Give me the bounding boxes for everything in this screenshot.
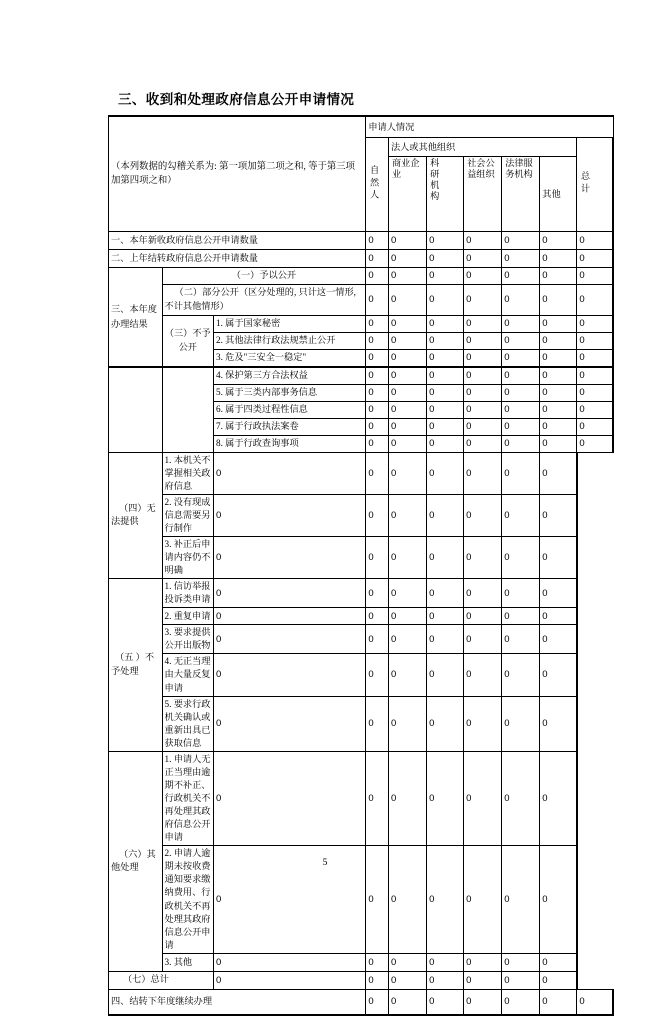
disclosure-request-table [108, 115, 614, 1016]
cell-value: 0 [388, 654, 426, 696]
cell-value: 0 [366, 315, 389, 332]
cell-value: 0 [427, 494, 464, 536]
cell-total: 0 [577, 332, 613, 349]
cell-value: 0 [388, 232, 426, 250]
cell-value: 0 [388, 494, 426, 536]
cell-total: 0 [540, 846, 577, 954]
cell-value: 0 [427, 846, 464, 954]
table-row [109, 315, 614, 332]
cell-value: 0 [366, 418, 389, 435]
cell-value: 0 [388, 989, 426, 1015]
cell-value: 0 [366, 250, 389, 268]
cell-value: 0 [464, 989, 502, 1015]
cell-total: 0 [540, 696, 577, 751]
row-label: 4. 保护第三方合法权益 [213, 367, 365, 385]
cell-value: 0 [427, 696, 464, 751]
cell-value: 0 [464, 452, 502, 494]
table-header-row-1 [109, 116, 614, 138]
row-label: 1. 申请人无正当理由逾期不补正、行政机关不再处理其政府信息公开申请 [162, 751, 213, 845]
cell-value: 0 [464, 315, 502, 332]
row-label: 3. 要求提供公开出版物 [162, 625, 213, 654]
cell-value: 0 [502, 953, 540, 971]
header-total: 总计 [577, 138, 613, 232]
header-natural-person: 自然人 [366, 138, 389, 232]
cell-value: 0 [388, 608, 426, 625]
cell-total: 0 [540, 579, 577, 608]
cell-value: 0 [366, 232, 389, 250]
cell-value: 0 [366, 654, 389, 696]
row-label: （七）总计 [109, 971, 214, 989]
cell-value: 0 [427, 625, 464, 654]
cell-value: 0 [427, 268, 464, 285]
row-label: 1. 本机关不掌握相关政府信息 [162, 452, 213, 494]
cell-value: 0 [502, 401, 540, 418]
table-row [109, 250, 614, 268]
cell-value: 0 [464, 953, 502, 971]
cell-value: 0 [540, 401, 577, 418]
cell-value: 0 [366, 608, 389, 625]
cell-value: 0 [213, 654, 365, 696]
cell-value: 0 [213, 953, 365, 971]
cell-value: 0 [502, 349, 540, 367]
cell-value: 0 [540, 349, 577, 367]
cell-total: 0 [540, 751, 577, 845]
row-label: （二）部分公开（区分处理的, 只计这一情形, 不计其他情形） [162, 285, 366, 316]
table-row [109, 452, 614, 494]
cell-total: 0 [577, 285, 613, 316]
cell-value: 0 [502, 696, 540, 751]
header-col-research: 科研机构 [427, 157, 464, 232]
cell-value: 0 [427, 654, 464, 696]
header-col-legal-service: 法律服务机构 [502, 157, 540, 232]
cell-value: 0 [502, 285, 540, 316]
cell-value: 0 [427, 285, 464, 316]
cell-value: 0 [464, 536, 502, 578]
cell-value: 0 [388, 536, 426, 578]
table-row [109, 751, 614, 845]
row-label: （一）予以公开 [162, 268, 366, 285]
cell-value: 0 [388, 579, 426, 608]
cell-total: 0 [540, 536, 577, 578]
cell-value: 0 [366, 349, 389, 367]
cell-value: 0 [427, 384, 464, 401]
cell-value: 0 [502, 608, 540, 625]
cell-value: 0 [464, 654, 502, 696]
table-row [109, 989, 614, 1015]
cell-value: 0 [427, 971, 464, 989]
cell-value: 0 [427, 349, 464, 367]
header-col-welfare: 社会公益组织 [464, 157, 502, 232]
group-label-not-disclosed-cont [162, 367, 213, 453]
cell-total: 0 [540, 625, 577, 654]
table-row [109, 971, 614, 989]
cell-value: 0 [502, 315, 540, 332]
cell-value: 0 [366, 751, 389, 845]
cell-value: 0 [540, 435, 577, 452]
cell-value: 0 [464, 250, 502, 268]
cell-value: 0 [388, 367, 426, 385]
cell-value: 0 [427, 579, 464, 608]
cell-value: 0 [427, 989, 464, 1015]
group-label-not-disclosed: （三）不予公开 [162, 315, 213, 367]
cell-value: 0 [388, 846, 426, 954]
cell-value: 0 [213, 608, 365, 625]
row-label: 8. 属于行政查询事项 [213, 435, 365, 452]
cell-value: 0 [464, 608, 502, 625]
cell-total: 0 [540, 494, 577, 536]
cell-value: 0 [540, 332, 577, 349]
cell-value: 0 [388, 435, 426, 452]
cell-value: 0 [213, 579, 365, 608]
cell-value: 0 [502, 250, 540, 268]
cell-value: 0 [213, 494, 365, 536]
group-label-annual-result: 三、本年度办理结果 [109, 268, 163, 367]
cell-value: 0 [213, 696, 365, 751]
cell-total: 0 [540, 608, 577, 625]
table-row [109, 232, 614, 250]
row-label: 2. 其他法律行政法规禁止公开 [213, 332, 365, 349]
cell-total: 0 [540, 654, 577, 696]
cell-total: 0 [577, 989, 613, 1015]
cell-value: 0 [540, 989, 577, 1015]
cell-value: 0 [213, 625, 365, 654]
cell-value: 0 [502, 625, 540, 654]
cell-value: 0 [427, 418, 464, 435]
cell-value: 0 [502, 971, 540, 989]
cell-value: 0 [388, 315, 426, 332]
header-col-commercial: 商业企业 [388, 157, 426, 232]
cell-value: 0 [502, 654, 540, 696]
row-label: 6. 属于四类过程性信息 [213, 401, 365, 418]
cell-value: 0 [366, 285, 389, 316]
cell-value: 0 [502, 536, 540, 578]
cell-value: 0 [502, 332, 540, 349]
cell-value: 0 [427, 536, 464, 578]
cell-value: 0 [502, 989, 540, 1015]
cell-value: 0 [427, 953, 464, 971]
cell-value: 0 [388, 625, 426, 654]
table-row [109, 268, 614, 285]
note-cell: （本列数据的勾稽关系为: 第一项加第二项之和, 等于第三项加第四项之和） [109, 116, 366, 232]
table-row [109, 494, 614, 536]
cell-value: 0 [464, 751, 502, 845]
cell-value: 0 [427, 367, 464, 385]
cell-value: 0 [502, 384, 540, 401]
row-label: 2. 申请人逾期未按收费通知要求缴纳费用、行政机关不再处理其政府信息公开申请 [162, 846, 213, 954]
cell-value: 0 [366, 846, 389, 954]
cell-value: 0 [213, 751, 365, 845]
cell-value: 0 [213, 536, 365, 578]
table-row [109, 654, 614, 696]
page-number: 5 [322, 858, 328, 868]
cell-value: 0 [464, 332, 502, 349]
cell-value: 0 [427, 452, 464, 494]
cell-value: 0 [388, 452, 426, 494]
cell-value: 0 [502, 494, 540, 536]
table-row [109, 536, 614, 578]
row-label: 1. 属于国家秘密 [213, 315, 365, 332]
group-label-no-processing: （五 ）不予处理 [109, 579, 163, 752]
cell-value: 0 [366, 452, 389, 494]
cell-value: 0 [502, 579, 540, 608]
cell-value: 0 [502, 418, 540, 435]
cell-value: 0 [366, 332, 389, 349]
cell-value: 0 [464, 367, 502, 385]
cell-value: 0 [540, 232, 577, 250]
cell-value: 0 [366, 953, 389, 971]
cell-value: 0 [427, 608, 464, 625]
table-row [109, 953, 614, 971]
cell-total: 0 [577, 268, 613, 285]
cell-value: 0 [502, 846, 540, 954]
cell-value: 0 [366, 384, 389, 401]
table-row [109, 608, 614, 625]
cell-value: 0 [540, 367, 577, 385]
table-row [109, 285, 614, 316]
group-label-other-processing: （六）其他处理 [109, 751, 163, 971]
cell-value: 0 [427, 250, 464, 268]
cell-value: 0 [464, 579, 502, 608]
cell-value: 0 [427, 232, 464, 250]
cell-value: 0 [464, 268, 502, 285]
cell-value: 0 [540, 285, 577, 316]
header-col-other: 其他 [540, 157, 577, 232]
group-label-cannot-provide: （四）无法提供 [109, 452, 163, 579]
table-row [109, 696, 614, 751]
cell-value: 0 [464, 696, 502, 751]
cell-value: 0 [388, 696, 426, 751]
row-label: 二、上年结转政府信息公开申请数量 [109, 250, 366, 268]
cell-total: 0 [577, 418, 613, 435]
cell-value: 0 [388, 250, 426, 268]
row-label: 四、结转下年度继续办理 [109, 989, 366, 1015]
cell-value: 0 [213, 971, 365, 989]
cell-total: 0 [577, 384, 613, 401]
cell-value: 0 [366, 494, 389, 536]
cell-value: 0 [427, 332, 464, 349]
cell-value: 0 [540, 418, 577, 435]
cell-value: 0 [388, 332, 426, 349]
cell-value: 0 [464, 846, 502, 954]
cell-value: 0 [502, 232, 540, 250]
cell-value: 0 [427, 315, 464, 332]
cell-value: 0 [464, 971, 502, 989]
cell-value: 0 [366, 367, 389, 385]
cell-total: 0 [577, 315, 613, 332]
row-label: 5. 属于三类内部事务信息 [213, 384, 365, 401]
cell-value: 0 [464, 232, 502, 250]
table-row [109, 367, 614, 385]
cell-value: 0 [427, 751, 464, 845]
row-label: 3. 其他 [162, 953, 213, 971]
cell-value: 0 [213, 846, 365, 954]
cell-value: 0 [388, 418, 426, 435]
table-row [109, 625, 614, 654]
cell-value: 0 [366, 625, 389, 654]
cell-value: 0 [366, 696, 389, 751]
group-label-spacer [109, 367, 163, 453]
cell-value: 0 [366, 971, 389, 989]
cell-value: 0 [540, 250, 577, 268]
cell-total: 0 [577, 401, 613, 418]
table-row [109, 579, 614, 608]
cell-value: 0 [388, 349, 426, 367]
cell-value: 0 [427, 401, 464, 418]
cell-value: 0 [388, 285, 426, 316]
cell-value: 0 [388, 401, 426, 418]
row-label: 7. 属于行政执法案卷 [213, 418, 365, 435]
row-label: 2. 没有现成信息需要另行制作 [162, 494, 213, 536]
row-label: 3. 危及"三安全一稳定" [213, 349, 365, 367]
cell-total: 0 [577, 435, 613, 452]
page-title: 三、收到和处理政府信息公开申请情况 [118, 92, 355, 107]
cell-value: 0 [366, 579, 389, 608]
cell-value: 0 [388, 268, 426, 285]
cell-value: 0 [464, 401, 502, 418]
cell-value: 0 [388, 384, 426, 401]
cell-value: 0 [464, 625, 502, 654]
cell-value: 0 [388, 971, 426, 989]
row-label: 3. 补正后申请内容仍不明确 [162, 536, 213, 578]
cell-value: 0 [502, 751, 540, 845]
cell-value: 0 [464, 349, 502, 367]
cell-value: 0 [427, 435, 464, 452]
cell-total: 0 [577, 250, 613, 268]
cell-value: 0 [502, 452, 540, 494]
cell-value: 0 [464, 418, 502, 435]
cell-value: 0 [366, 989, 389, 1015]
cell-value: 0 [464, 384, 502, 401]
cell-value: 0 [540, 268, 577, 285]
cell-value: 0 [464, 494, 502, 536]
cell-value: 0 [540, 315, 577, 332]
cell-value: 0 [502, 268, 540, 285]
cell-value: 0 [502, 435, 540, 452]
cell-value: 0 [366, 268, 389, 285]
row-label: 4. 无正当理由大量反复申请 [162, 654, 213, 696]
cell-value: 0 [464, 435, 502, 452]
cell-total: 0 [577, 367, 613, 385]
cell-total: 0 [540, 971, 577, 989]
row-label: 1. 信访举报投诉类申请 [162, 579, 213, 608]
row-label: 2. 重复申请 [162, 608, 213, 625]
cell-value: 0 [213, 452, 365, 494]
row-label: 5. 要求行政机关确认或重新出具已获取信息 [162, 696, 213, 751]
row-label: 一、本年新收政府信息公开申请数量 [109, 232, 366, 250]
header-legal-entity-group: 法人或其他组织 [388, 138, 576, 157]
cell-value: 0 [366, 401, 389, 418]
cell-value: 0 [464, 285, 502, 316]
header-applicant-group: 申请人情况 [366, 116, 613, 138]
cell-value: 0 [540, 384, 577, 401]
cell-value: 0 [388, 751, 426, 845]
cell-total: 0 [540, 953, 577, 971]
cell-value: 0 [366, 536, 389, 578]
cell-value: 0 [388, 953, 426, 971]
cell-total: 0 [577, 232, 613, 250]
cell-value: 0 [366, 435, 389, 452]
cell-total: 0 [577, 349, 613, 367]
cell-total: 0 [540, 452, 577, 494]
cell-value: 0 [502, 367, 540, 385]
